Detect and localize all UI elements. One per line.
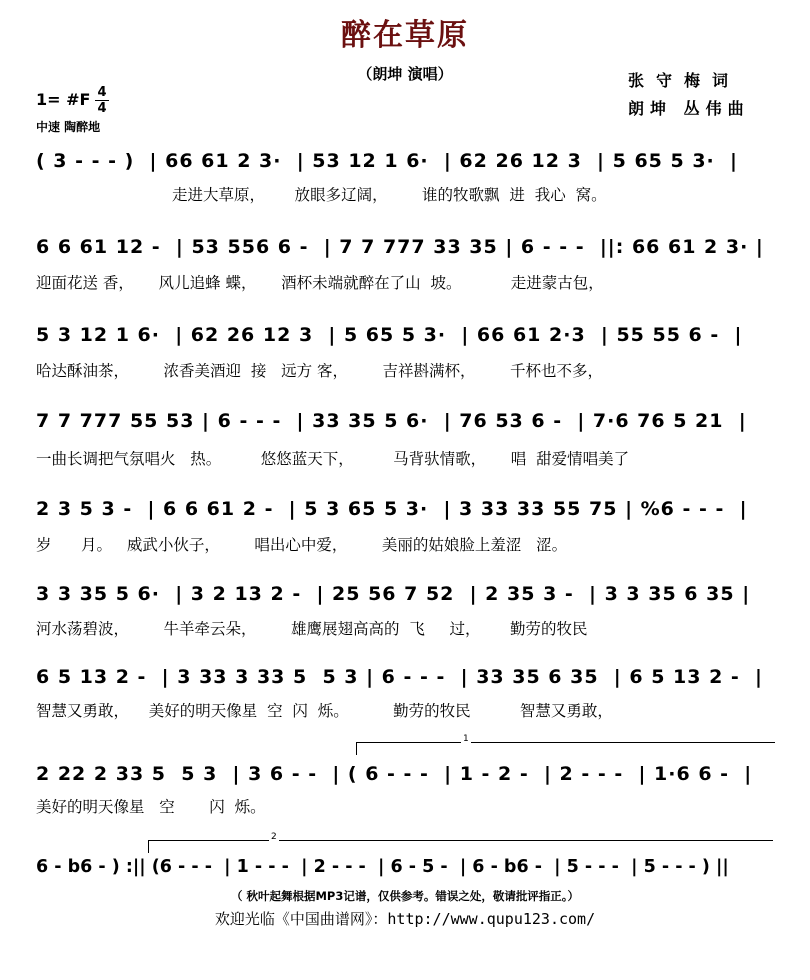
score-row-3-notes: 5 3 12 1 6· | 62 26 12 3 | 5 65 5 3· | 66 61 2·3 | 55 55 6 - | (36, 324, 743, 346)
score-row-8-notes: 2 22 2 33 5 5 3 | 3 6 - - | ( 6 - - - | 1 - 2 - | 2 - - - | 1·6 6 - | (36, 763, 753, 785)
song-title: 醉在草原 (341, 18, 469, 53)
lyricist-credit: 张守梅词 (628, 71, 741, 90)
score-row-4-lyrics: 一曲长调把气氛唱火 热。 悠悠蓝天下， 马背驮情歌， 唱 甜爱情唱美了 (36, 450, 630, 468)
singer-credit: （朗坤 演唱） (357, 65, 453, 83)
score-row-7-notes: 6 5 13 2 - | 3 33 3 33 5 5 3 | 6 - - - | 33 35 6 35 | 6 5 13 2 - | (36, 666, 763, 688)
volta-bracket-1 (356, 734, 775, 755)
score-row-2-notes: 6 6 61 12 - | 53 556 6 - | 7 7 777 33 35 | 6 - - - ||: 66 61 2 3· | (36, 236, 764, 258)
score-row-8-lyrics: 美好的明天像星 空 闪 烁。 (36, 798, 266, 816)
volta-1-label: 1 (463, 734, 469, 744)
score-row-1-lyrics: 走进大草原， 放眼多辽阔， 谁的牧歌飘 进 我心 窝。 (172, 186, 607, 204)
score-row-4-notes: 7 7 777 55 53 | 6 - - - | 33 35 5 6· | 76 53 6 - | 7·6 76 5 21 | (36, 410, 747, 432)
time-signature-top: 4 (97, 85, 107, 100)
composer-credit: 朗坤 丛伟曲 (628, 99, 750, 118)
score-row-3-lyrics: 哈达酥油茶， 浓香美酒迎 接 远方 客， 吉祥斟满杯， 千杯也不多， (36, 362, 604, 380)
score-row-7-lyrics: 智慧又勇敢， 美好的明天像星 空 闪 烁。 勤劳的牧民 智慧又勇敢， (36, 702, 613, 720)
website-link[interactable]: 欢迎光临《中国曲谱网》：http://www.qupu123.com/ (214, 910, 596, 928)
time-signature-bottom: 4 (97, 101, 107, 116)
score-row-5-lyrics: 岁 月。 威武小伙子， 唱出心中爱， 美丽的姑娘脸上羞涩 涩。 (36, 536, 568, 554)
time-signature (95, 86, 109, 115)
tempo-marking: 中速 陶醉地 (36, 120, 101, 134)
score-row-6-lyrics: 河水荡碧波， 牛羊牵云朵， 雄鹰展翅高高的 飞 过， 勤劳的牧民 (36, 620, 588, 638)
transcription-note: （ 秋叶起舞根据MP3记谱，仅供参考。错误之处，敬请批评指正。） (230, 889, 580, 903)
volta-bracket-2 (148, 832, 773, 853)
score-row-9-notes: 6 - b6 - ) :|| (6 - - - | 1 - - - | 2 - - - | 6 - 5 - | 6 - b6 - | 5 - - - | 5 - - - ) || (36, 857, 729, 877)
score-row-6-notes: 3 3 35 5 6· | 3 2 13 2 - | 25 56 7 52 | 2 35 3 - | 3 3 35 6 35 | (36, 583, 751, 605)
score-row-1-notes: ( 3 - - - ) | 66 61 2 3· | 53 12 1 6· | 62 26 12 3 | 5 65 5 3· | (36, 150, 738, 172)
key-signature: 1= #F (36, 90, 91, 109)
score-row-5-notes: 2 3 5 3 - | 6 6 61 2 - | 5 3 65 5 3· | 3 33 33 55 75 | %6 - - - | (36, 498, 748, 520)
volta-2-label: 2 (271, 832, 277, 842)
score-row-2-lyrics: 迎面花送 香， 风儿追蜂 蝶， 酒杯未端就醉在了山 坡。 走进蒙古包， (36, 274, 604, 292)
